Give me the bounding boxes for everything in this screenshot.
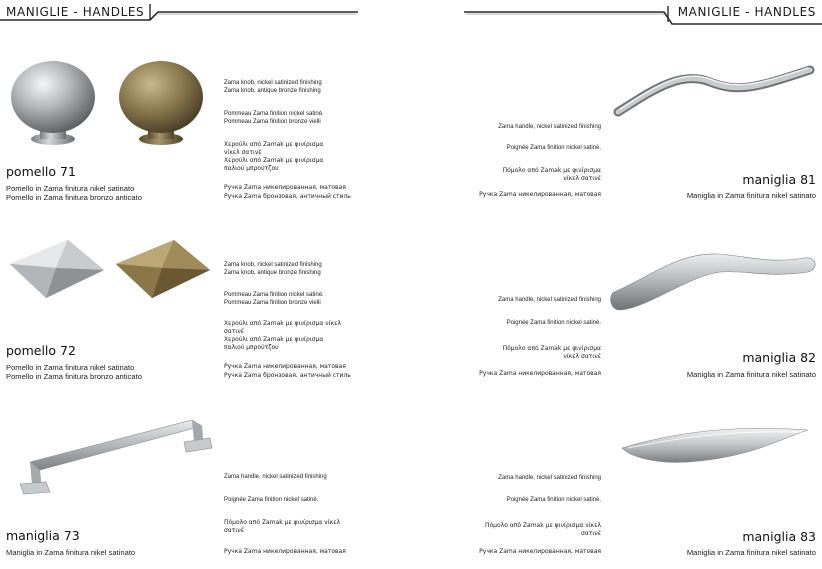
handle-73-image xyxy=(16,410,216,502)
product-71-line-2: Pomello in Zama finitura bronzo anticato xyxy=(6,193,142,202)
product-72-gr-1: Χερούλι από Zamak με φινίρισμα νίκελ xyxy=(224,320,341,327)
header-title-left: MANIGLIE - HANDLES xyxy=(6,5,145,19)
product-71-en-2: Zama knob, antique bronze finishing xyxy=(224,88,321,94)
product-83-ru-1: Ручка Zama никелированная, матовая xyxy=(479,548,601,555)
product-71-fr-2: Pommeau Zama finition bronze vielli xyxy=(224,119,321,125)
product-82-gr-1: Πόμολο από Zamak με φινίρισμα xyxy=(502,345,601,352)
product-83-fr-1: Poignée Zama finition nickel satinè. xyxy=(506,497,601,503)
product-71-en-1: Zama knob, nickel satinized finishing xyxy=(224,80,322,86)
product-72-ru-1: Ручка Zama никелированная, матовая xyxy=(224,363,346,370)
product-name-82: maniglia 82 xyxy=(742,350,816,365)
product-83-gr-1: Πόμολο από Zamak με φινίρισμα νίκελ xyxy=(484,522,601,529)
product-81-en-1: Zama handle, nickel satinized finishing xyxy=(498,124,601,130)
product-name-81: maniglia 81 xyxy=(742,172,816,187)
product-name-83: maniglia 83 xyxy=(742,529,816,544)
product-82-gr-2: νίκελ σατινέ xyxy=(563,353,601,360)
product-71-gr-2: νίκελ σατινέ xyxy=(224,149,262,156)
product-71-fr-1: Pommeau Zama finition nickel satinè. xyxy=(224,111,324,117)
handle-83-image xyxy=(618,418,814,470)
knob-72-bronze-image xyxy=(112,238,214,302)
product-72-fr-1: Pommeau Zama finition nickel satinè. xyxy=(224,292,324,298)
knob-71-nickel-image xyxy=(8,57,98,152)
product-name-71: pomello 71 xyxy=(6,164,76,179)
product-71-gr-1: Χερούλι από Zamak με φινίρισμα xyxy=(224,141,324,148)
product-72-line-1: Pomello in Zama finitura nikel satinato xyxy=(6,363,135,372)
header-title-right: MANIGLIE - HANDLES xyxy=(677,5,816,19)
product-83-en-1: Zama handle, nickel satinized finishing xyxy=(498,475,601,481)
product-72-en-2: Zama knob, antique bronze finishing xyxy=(224,270,321,276)
product-71-ru-2: Ручка Zama бронзовая, античный стиль xyxy=(224,193,351,200)
product-name-72: pomello 72 xyxy=(6,343,76,358)
product-73-gr-1: Πόμολο από Zamak με φινίρισμα νίκελ xyxy=(224,519,341,526)
knob-71-bronze-image xyxy=(116,57,206,152)
product-81-ru-1: Ручка Zama никелированная, матовая xyxy=(479,191,601,198)
product-82-ru-1: Ручка Zama никелированная, матовая xyxy=(479,370,601,377)
product-81-fr-1: Poignée Zama finition nickel satinè. xyxy=(506,145,601,151)
product-name-73: maniglia 73 xyxy=(6,528,80,543)
product-72-en-1: Zama knob, nickel satinized finishing xyxy=(224,262,322,268)
product-81-line-1: Maniglia in Zama finitura nikel satinato xyxy=(686,191,816,200)
product-73-fr-1: Poignée Zama finition nickel satinè. xyxy=(224,497,319,503)
product-82-en-1: Zama handle, nickel satinized finishing xyxy=(498,297,601,303)
product-71-line-1: Pomello in Zama finitura nikel satinato xyxy=(6,184,135,193)
product-73-ru-1: Ручка Zama никелированная, матовая xyxy=(224,548,346,555)
product-71-ru-1: Ручка Zama никелированная, матовая xyxy=(224,184,346,191)
product-81-gr-2: νίκελ σατινέ xyxy=(563,175,601,182)
product-83-line-1: Maniglia in Zama finitura nikel satinato xyxy=(686,548,816,557)
product-71-gr-4: παλιού μπρούτζου xyxy=(224,165,279,172)
product-73-en-1: Zama handle, nickel satinized finishing xyxy=(224,474,327,480)
product-83-gr-2: σατινέ xyxy=(581,530,601,537)
product-73-line-1: Maniglia in Zama finitura nikel satinato xyxy=(6,548,136,557)
product-72-gr-4: παλιού μπρούτζου xyxy=(224,344,279,351)
product-72-ru-2: Ручка Zama бронзовая, античный стиль xyxy=(224,372,351,379)
header-rule-right xyxy=(462,0,822,26)
product-72-line-2: Pomello in Zama finitura bronzo anticato xyxy=(6,372,142,381)
handle-82-image xyxy=(608,248,822,318)
product-82-fr-1: Poignée Zama finition nickel satinè. xyxy=(506,320,601,326)
product-81-gr-1: Πόμολο από Zamak με φινίρισμα xyxy=(502,167,601,174)
product-72-fr-2: Pommeau Zama finition bronze vielli xyxy=(224,300,321,306)
knob-72-nickel-image xyxy=(6,238,108,302)
header-rule-left xyxy=(0,0,360,22)
product-72-gr-3: Χερούλι από Zamak με φινίρισμα xyxy=(224,336,324,343)
product-71-gr-3: Χερούλι από Zamak με φινίρισμα xyxy=(224,157,324,164)
product-72-gr-2: σατινέ xyxy=(224,328,244,335)
product-73-gr-2: σατινέ xyxy=(224,527,244,534)
handle-81-image xyxy=(610,62,820,124)
product-82-line-1: Maniglia in Zama finitura nikel satinato xyxy=(686,370,816,379)
